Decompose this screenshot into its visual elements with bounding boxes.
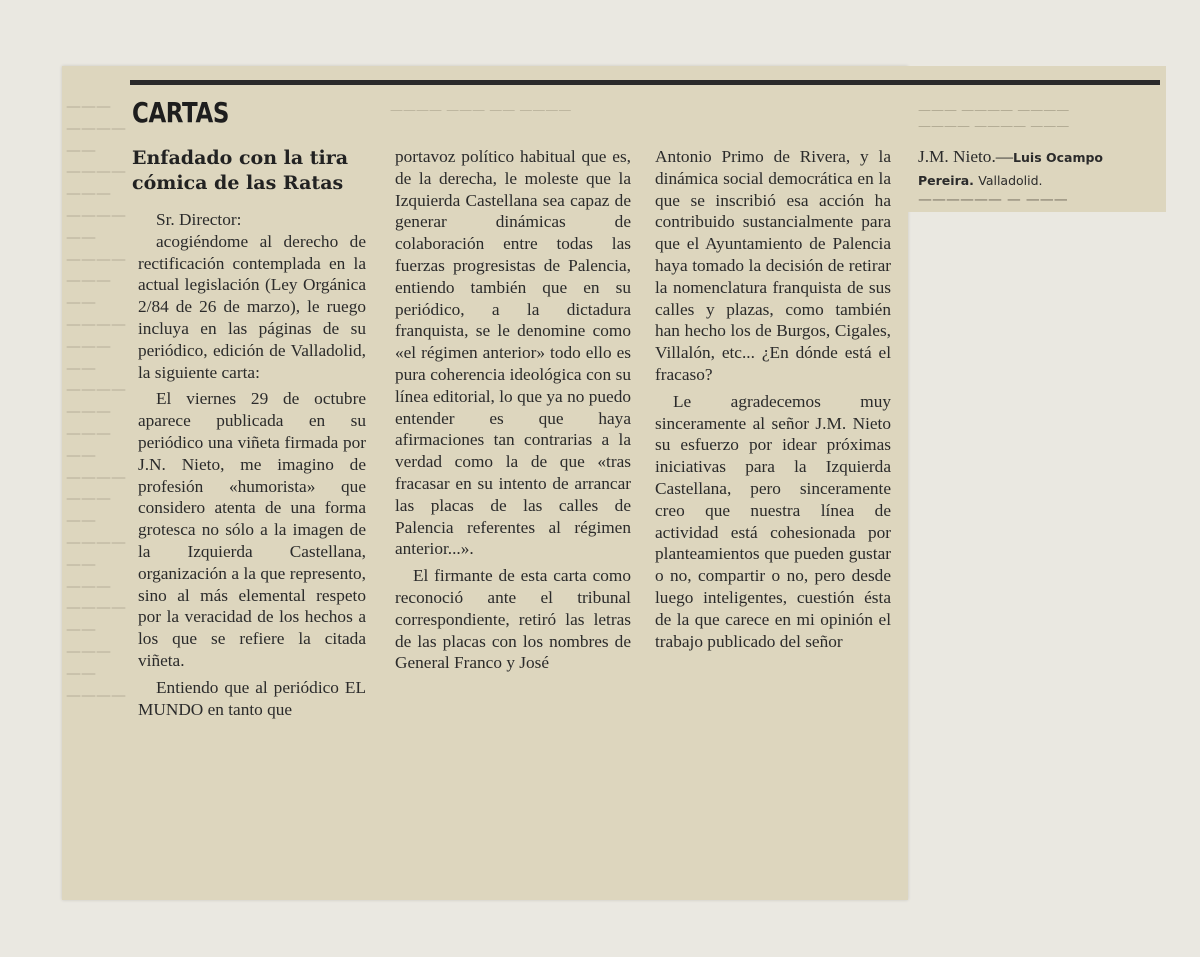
author-name: Luis Ocampo Pereira.	[918, 150, 1104, 188]
closing-text: J.M. Nieto.—	[918, 147, 1014, 166]
paragraph: Le agradecemos muy sinceramente al señor J.M. Nieto su esfuerzo por idear próximas iniciativas para la Izquierda Castellana, pero sinceramente creo que nuestra línea de actividad está cohesionada por planteamientos que pueden gustar o no, compartir o no, pero desde luego inteligentes, cuestión ésta de la que carece en mi opinión el trabajo publicado del señor	[655, 391, 891, 651]
article-column-4	[918, 146, 1158, 197]
article-column-1	[138, 209, 366, 725]
letter-headline: Enfadado con la tira cómica de las Ratas	[132, 147, 349, 194]
paragraph: Antonio Primo de Rivera, y la dinámica social democrática en la que se inscribió esa acción ha contribuido sustancialmente para que el Ayuntamiento de Palencia haya tomado la decisión de retirar la nomenclatura franquista de sus calles y plazas, como también han hecho los de Burgos, Cigales, Villalón, etc... ¿En dónde está el fracaso?	[655, 147, 891, 384]
paragraph: El firmante de esta carta como reconoció ante el tribunal correspondiente, retiró las letras de las placas con los nombres de General Franco y José	[395, 566, 631, 673]
salutation: Sr. Director:	[156, 210, 242, 229]
show-through-text: ——— ———— —— ———— ——— ———— —— ———— ——— —— ———— ——— —— ———— ——— ——— —— ———— ——— —— ———— —— ——— ———— —— ——— —— ————	[66, 97, 126, 704]
paragraph: Entiendo que al periódico EL MUNDO en tanto que	[138, 677, 366, 719]
section-rule	[130, 80, 1160, 85]
article-column-2	[395, 146, 631, 679]
author-city: Valladolid.	[978, 172, 1043, 188]
paragraph: El viernes 29 de octubre aparece publicada en su periódico una viñeta firmada por J.N. Nieto, me imagino de profesión «humorista» que considero atenta de una forma grotesca no sólo a la imagen de la Izquierda Castellana, organización a la que represento, sino al más elemental respeto por la veracidad de los hechos a los que se refiere la citada viñeta.	[138, 389, 366, 670]
show-through-text-top: ———— ——— —— ————	[390, 103, 572, 118]
show-through-heading: —————— — ———	[918, 192, 1068, 208]
paragraph: portavoz político habitual que es, de la derecha, le moleste que la Izquierda Castellana sea capaz de generar dinámicas de colaboración entre todas las fuerzas progresistas de Palencia, entiendo también que en su periódico, a la dictadura franquista, se le denomine como «el régimen anterior» todo ello es pura coherencia ideológica con su línea editorial, lo que ya no puedo entender es que haya afirmaciones tan contrarias a la verdad como la de que «tras fracasar en su intento de arrancar las placas de las calles de Palencia referentes al régimen anterior...».	[395, 147, 631, 559]
section-title: CARTAS	[132, 96, 230, 129]
show-through-text-right: ———— ———— ——— ——— ———— ————	[918, 103, 1070, 134]
paragraph: acogiéndome al derecho de rectificación contemplada en la actual legislación (Ley Orgánica 2/84 de 26 de marzo), le ruego incluya en las páginas de su periódico, edición de Valladolid, la siguiente carta:	[138, 231, 366, 382]
signature-line	[918, 146, 1158, 192]
article-column-3	[655, 146, 891, 657]
